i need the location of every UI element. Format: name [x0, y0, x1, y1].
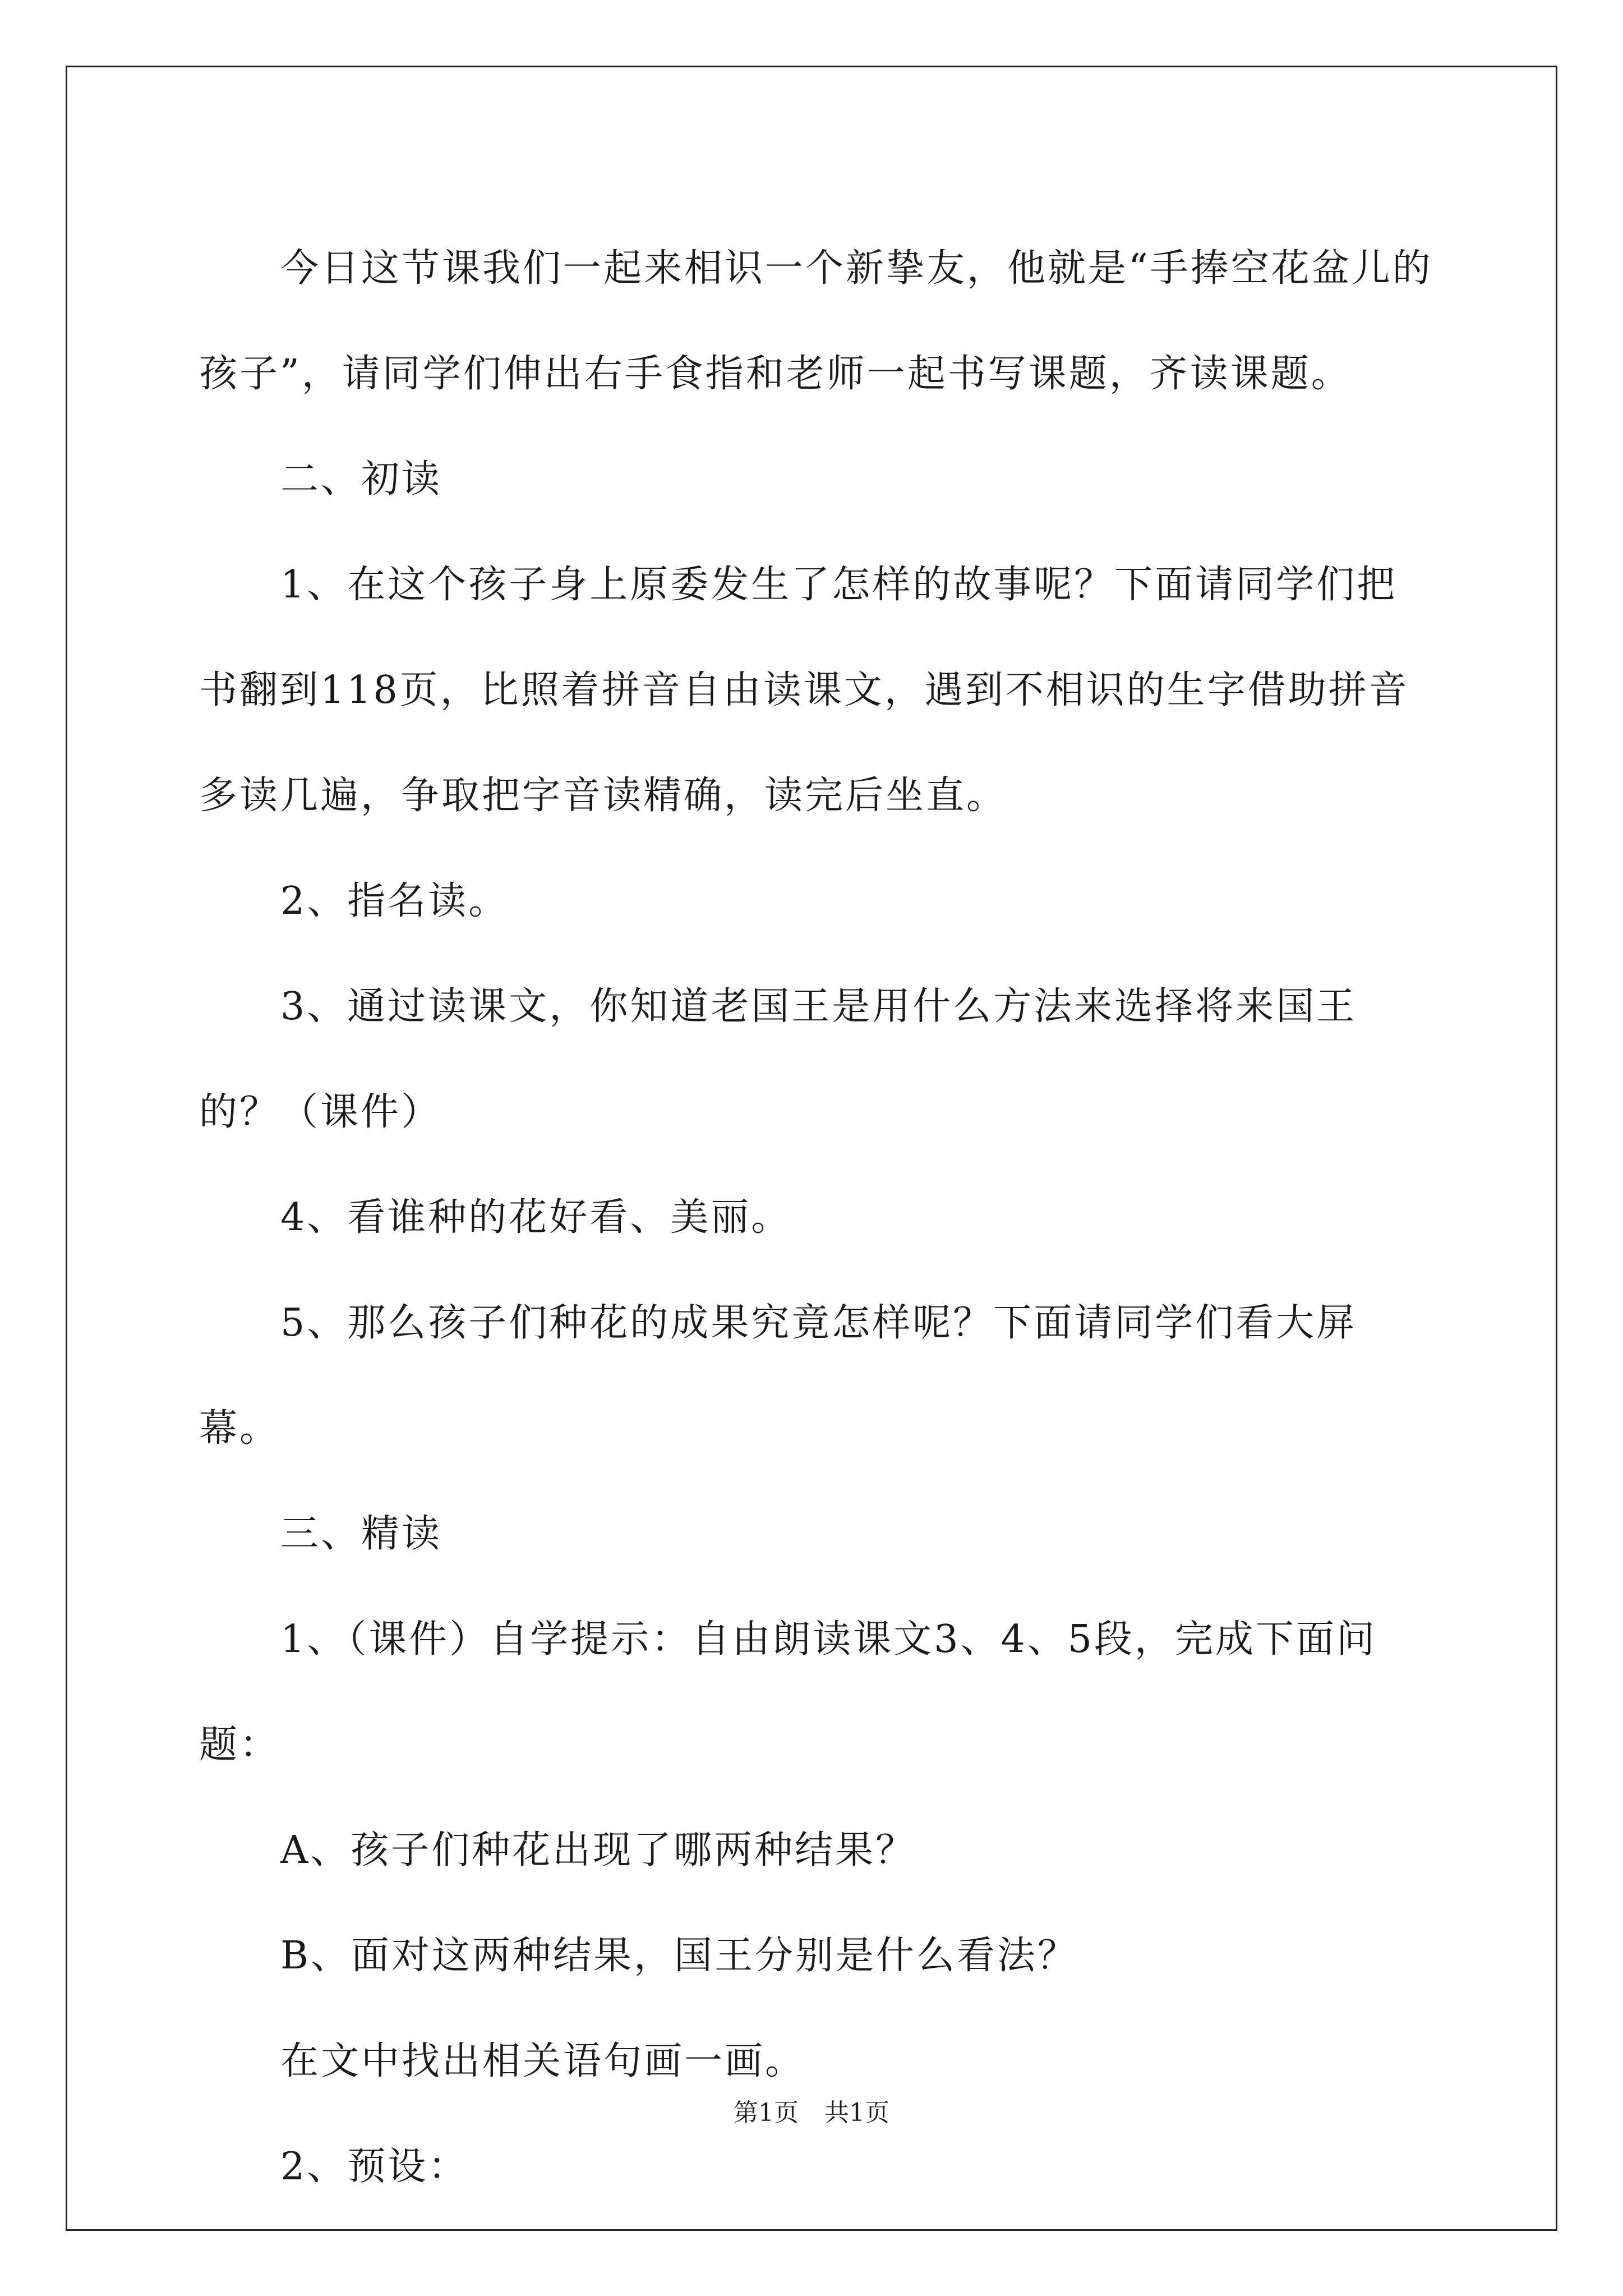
page-footer — [0, 2092, 1623, 2128]
page-number-total: 共1页 — [824, 2099, 889, 2127]
paragraph: B、面对这两种结果，国王分别是什么看法？ — [280, 1934, 1078, 1978]
paragraph: 2、预设： — [280, 2145, 469, 2189]
paragraph: 1、（课件）自学提示：自由朗读课文3、4、5段，完成下面问题： — [199, 1617, 1377, 1767]
paragraph: 5、那么孩子们种花的成果究竟怎样呢？下面请同学们看大屏幕。 — [199, 1301, 1357, 1451]
paragraph: 1、在这个孩子身上原委发生了怎样的故事呢？下面请同学们把书翻到118页，比照着拼音自由读课文，遇到不相识的生字借助拼音多读几遍，争取把字音读精确，读完后坐直。 — [199, 563, 1409, 818]
paragraph: 2、指名读。 — [280, 879, 509, 923]
document-body — [199, 216, 1436, 2220]
paragraph: 3、通过读课文，你知道老国王是用什么方法来选择将来国王的？（课件） — [199, 984, 1357, 1134]
paragraph: 4、看谁种的花好看、美丽。 — [280, 1195, 792, 1240]
section-heading: 三、精读 — [280, 1512, 442, 1556]
section-heading: 二、初读 — [280, 457, 442, 501]
paragraph: 今日这节课我们一起来相识一个新挚友，他就是“手捧空花盆儿的孩子”，请同学们伸出右手食指和老师一起书写课题，齐读课题。 — [199, 246, 1433, 396]
paragraph: A、孩子们种花出现了哪两种结果？ — [280, 1828, 916, 1872]
page-number-current: 第1页 — [734, 2099, 799, 2127]
paragraph: 在文中找出相关语句画一画。 — [280, 2039, 806, 2083]
